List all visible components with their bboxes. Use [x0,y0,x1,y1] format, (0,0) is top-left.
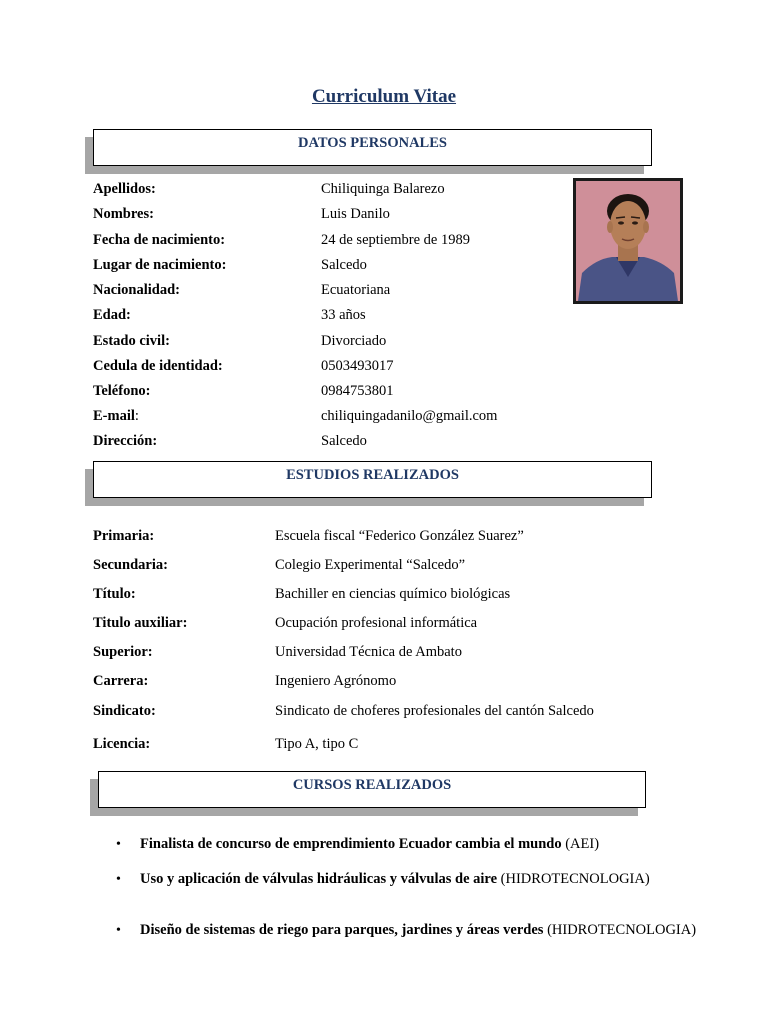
studies-label [93,735,150,753]
personal-value: 0984753801 [321,383,394,399]
personal-value: Luis Danilo [321,206,390,222]
course-item [116,922,700,939]
personal-value: Chiliquinga Balarezo [321,181,445,197]
studies-value: Tipo A, tipo C [275,736,359,752]
studies-label [93,702,156,720]
studies-label [93,643,153,661]
bullet-icon: • [116,923,121,938]
course-provider: (HIDROTECNOLOGIA) [500,871,650,887]
personal-value: 0503493017 [321,358,394,374]
personal-label [93,205,154,223]
studies-value: Ocupación profesional informática [275,615,478,631]
personal-label-text: Apellidos: [93,181,156,197]
personal-label [93,231,225,249]
personal-value: Ecuatoriana [321,282,391,298]
section-header-studies: ESTUDIOS REALIZADOS [93,461,652,498]
personal-label-suffix: : [134,408,139,424]
personal-label-text: E-mail [93,408,135,424]
personal-label-text: Cedula de identidad: [93,358,223,374]
personal-value: Salcedo [321,257,367,273]
personal-label-text: Edad: [93,307,131,323]
studies-label [93,614,187,632]
personal-value: chiliquingadanilo@gmail.com [321,408,498,424]
studies-label-text: Primaria: [93,528,155,544]
section-header-personal: DATOS PERSONALES [93,129,652,166]
personal-label [93,407,139,425]
course-title: Diseño de sistemas de riego para parques, jardines y áreas verdes [140,922,544,938]
personal-label [93,306,131,324]
studies-value: Universidad Técnica de Ambato [275,644,462,660]
studies-label-text: Titulo auxiliar: [93,615,188,631]
course-title: Uso y aplicación de válvulas hidráulicas y válvulas de aire [140,871,498,887]
studies-value: Sindicato de choferes profesionales del cantón Salcedo [275,703,594,719]
studies-label-text: Licencia: [93,736,151,752]
page-title: Curriculum Vitae [311,86,457,107]
personal-value: Salcedo [321,433,367,449]
studies-label [93,672,148,690]
studies-label-text: Sindicato: [93,703,156,719]
personal-label-text: Nacionalidad: [93,282,181,298]
personal-label-text: Lugar de nacimiento: [93,257,227,273]
personal-label [93,332,170,350]
bullet-icon: • [116,872,121,887]
studies-label-text: Secundaria: [93,557,168,573]
course-item [116,836,700,853]
personal-value: Divorciado [321,333,387,349]
studies-label-text: Superior: [93,644,153,660]
bullet-icon: • [116,837,121,852]
personal-label [93,256,226,274]
studies-label [93,527,154,545]
profile-photo [573,178,683,304]
studies-label-text: Carrera: [93,673,149,689]
course-provider: (AEI) [565,836,600,852]
personal-label [93,357,223,375]
studies-value: Bachiller en ciencias químico biológicas [275,586,511,602]
studies-value: Ingeniero Agrónomo [275,673,397,689]
personal-label [93,382,150,400]
personal-value: 24 de septiembre de 1989 [321,232,470,248]
course-provider: (HIDROTECNOLOGIA) [547,922,697,938]
personal-value: 33 años [321,307,366,323]
course-title: Finalista de concurso de emprendimiento Ecuador cambia el mundo [140,836,562,852]
studies-label-text: Título: [93,586,136,602]
studies-label [93,585,136,603]
personal-label [93,281,180,299]
studies-label [93,556,168,574]
studies-value: Escuela fiscal “Federico González Suarez” [275,528,524,544]
personal-label-text: Estado civil: [93,333,170,349]
section-header-courses: CURSOS REALIZADOS [98,771,646,808]
course-item [116,871,700,888]
studies-value: Colegio Experimental “Salcedo” [275,557,466,573]
personal-label-text: Fecha de nacimiento: [93,232,226,248]
personal-label-text: Dirección: [93,433,158,449]
personal-label [93,180,156,198]
personal-label-text: Nombres: [93,206,154,222]
personal-label-text: Teléfono: [93,383,151,399]
personal-label [93,432,157,450]
